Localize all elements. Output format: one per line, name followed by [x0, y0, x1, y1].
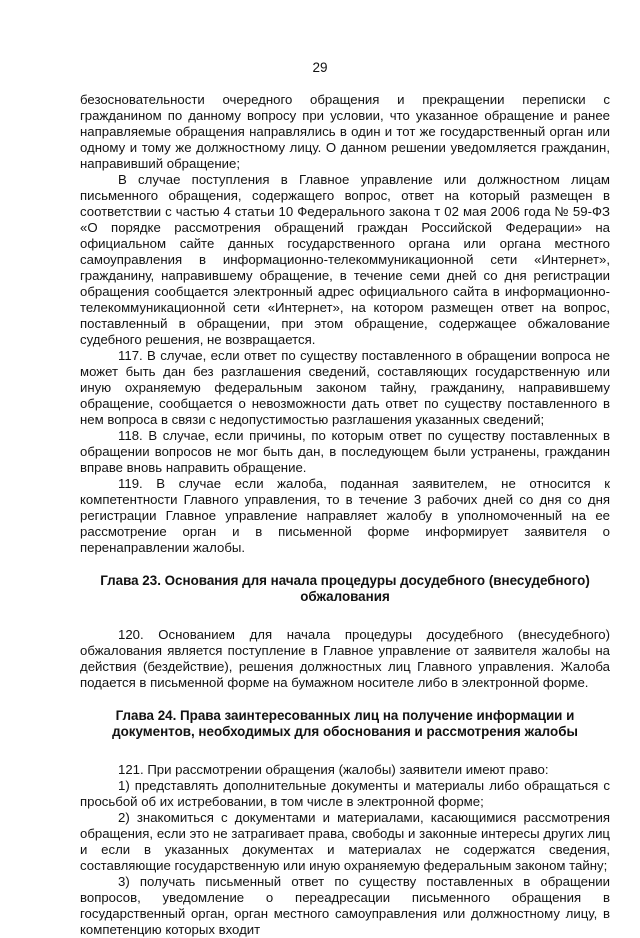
paragraph-119: 119. В случае если жалоба, поданная заявителем, не относится к компетентности Главного управления, то в течение 3 рабочих дней со дня со дня регистрации Главное управление направляет жалобу в уполномоченный на ее рассмотрение орган и в письменной форме информирует заявителя о перенаправлении жалобы. — [80, 476, 610, 555]
paragraph-internet-answer: В случае поступления в Главное управление или должностном лицам письменного обращения, содержащего вопрос, ответ на который размещен в соответствии с частью 4 статьи 10 Федерального закона т 02 мая 2006 года № 59-ФЗ «О порядке рассмотрения обращений граждан Российской Федерации» на официальном сайте данных государственного органа или органа местного самоуправления в информационно-телекоммуникационной сети «Интернет», гражданину, направившему обращение, в течение семи дней со дня регистрации обращения сообщается электронный адрес официального сайта в информационно-телекоммуникационной сети «Интернет», на котором размещен ответ на вопрос, поставленный в обращении, при этом обращение, содержащее обжалование судебного решения, не возвращается. — [80, 172, 610, 347]
paragraph-118: 118. В случае, если причины, по которым ответ по существу поставленных в обращении вопросов не мог быть дан, в последующем были устранены, гражданин вправе вновь направить обращение. — [80, 428, 610, 475]
paragraph-121-item-1: 1) представлять дополнительные документы и материалы либо обращаться с просьбой об их истребовании, в том числе в электронной форме; — [80, 778, 610, 809]
paragraph-120: 120. Основанием для начала процедуры досудебного (внесудебного) обжалования является поступление в Главное управление от заявителя жалобы на действия (бездействие), решения должностных лиц Главного управления. Жалоба подается в письменной форме на бумажном носителе либо в электронной форме. — [80, 627, 610, 690]
document-body — [80, 92, 610, 938]
paragraph-continuation: безосновательности очередного обращения и прекращении переписки с гражданином по данному вопросу при условии, что указанное обращение и ранее направляемые обращения направлялись в один и тот же государственный орган или одному и тому же должностному лицу. О данном решении уведомляется гражданин, направивший обращение; — [80, 92, 610, 171]
paragraph-121-item-3: 3) получать письменный ответ по существу поставленных в обращении вопросов, уведомление о переадресации письменного обращения в государственный орган, орган местного самоуправления или должностному лицу, в компетенцию которых входит — [80, 874, 610, 937]
page-number: 29 — [312, 60, 328, 75]
paragraph-121: 121. При рассмотрении обращения (жалобы) заявители имеют право: — [118, 762, 549, 777]
chapter-24-heading: Глава 24. Права заинтересованных лиц на получение информации и документов, необходимых для обоснования и рассмотрения жалобы — [112, 708, 578, 739]
paragraph-121-item-2: 2) знакомиться с документами и материалами, касающимися рассмотрения обращения, если это не затрагивает права, свободы и законные интересы других лиц и если в указанных документах и материалах не содержатся сведения, составляющие государственную или иную охраняемую федеральным законом тайну; — [80, 810, 610, 873]
paragraph-117: 117. В случае, если ответ по существу поставленного в обращении вопроса не может быть дан без разглашения сведений, составляющих государственную или иную охраняемую федеральным законом тайну, гражданину, направившему обращение, сообщается о невозможности дать ответ по существу поставленного в нем вопроса в связи с недопустимостью разглашения указанных сведений; — [80, 348, 610, 427]
chapter-23-heading: Глава 23. Основания для начала процедуры досудебного (внесудебного) обжалования — [100, 573, 590, 604]
